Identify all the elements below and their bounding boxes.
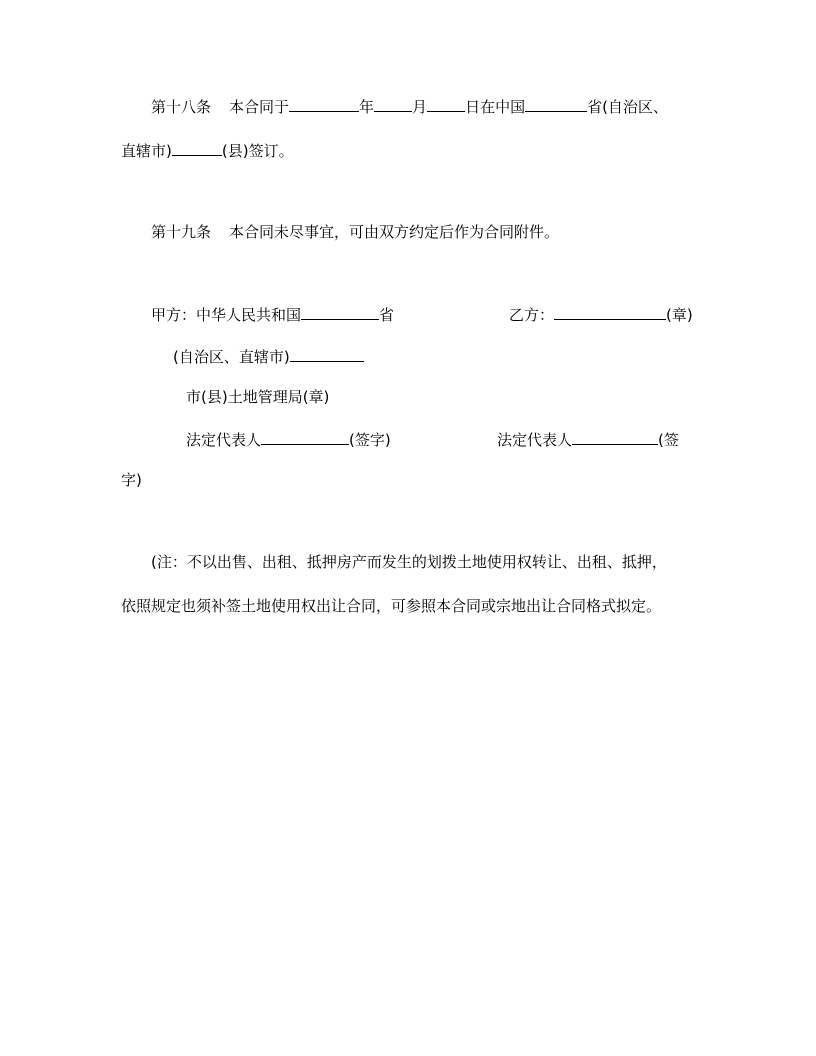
article-18-text-3: 月 (412, 98, 428, 116)
article-19 (151, 222, 559, 242)
blank-legal-rep-a (261, 429, 349, 445)
party-a-line (151, 304, 394, 325)
article-18-text-1: 本合同于 (229, 98, 290, 116)
party-a-region-line (173, 346, 364, 367)
blank-city (172, 140, 222, 156)
legal-rep-b-sign-2: 字) (121, 471, 142, 489)
note-line-2: 依照规定也须补签土地使用权出让合同，可参照本合同或宗地出让合同格式拟定。 (121, 597, 662, 615)
blank-day (427, 96, 465, 112)
article-18-text-2: 年 (359, 98, 375, 116)
article-18-line-2b: (县)签订。 (221, 142, 294, 160)
blank-month (374, 96, 412, 112)
note-line-1: (注：不以出售、出租、抵押房产而发生的划拨土地使用权转让、出租、抵押， (151, 553, 667, 571)
party-b-prefix: 乙方： (509, 306, 555, 324)
blank-province (525, 96, 587, 112)
party-b-seal: (章) (666, 306, 693, 324)
legal-rep-b-sign-1: (签 (658, 431, 679, 449)
blank-party-a-province (301, 304, 379, 320)
legal-rep-a-label: 法定代表人 (186, 431, 262, 449)
blank-party-b-name (554, 304, 666, 320)
article-19-label: 第十九条 (151, 223, 212, 241)
article-18-line-2a: 直辖市) (121, 142, 172, 160)
article-18-line-1 (151, 96, 668, 117)
blank-legal-rep-b (572, 429, 658, 445)
party-a-province: 省 (379, 306, 395, 324)
party-a-region: (自治区、直辖市) (173, 348, 290, 366)
legal-rep-b-line (497, 429, 679, 450)
legal-rep-a-sign: (签字) (349, 431, 391, 449)
party-b-line (509, 304, 693, 325)
party-a-prefix: 甲方：中华人民共和国 (151, 306, 302, 324)
article-19-text: 本合同未尽事宜，可由双方约定后作为合同附件。 (229, 223, 560, 241)
article-18-text-5: 省(自治区、 (587, 98, 668, 116)
article-18-text-4: 日在中国 (465, 98, 526, 116)
legal-rep-b-label: 法定代表人 (497, 431, 573, 449)
blank-year (289, 96, 359, 112)
article-18-label: 第十八条 (151, 98, 212, 116)
legal-rep-a-line (186, 429, 391, 450)
party-a-bureau: 市(县)土地管理局(章) (186, 388, 330, 406)
article-18-line-2 (121, 140, 294, 161)
blank-party-a-region (290, 346, 364, 362)
